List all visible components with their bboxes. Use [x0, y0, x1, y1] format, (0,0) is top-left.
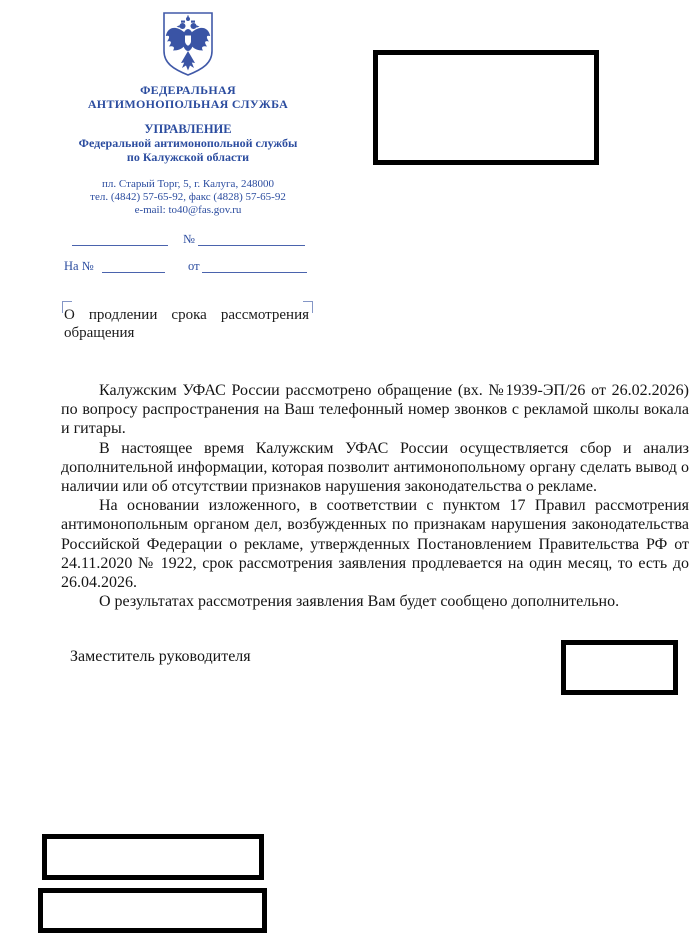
signer-title: Заместитель руководителя	[70, 648, 251, 665]
dept-name-sub1: Федеральной антимонопольной службы	[78, 136, 298, 150]
org-name-line2: АНТИМОНОПОЛЬНАЯ СЛУЖБА	[87, 96, 289, 111]
letterhead	[64, 11, 312, 217]
dept-name-sub2: по Калужской области	[126, 150, 250, 164]
incoming-number-line	[102, 260, 165, 273]
org-name-line1: ФЕДЕРАЛЬНАЯ	[140, 83, 236, 97]
on-number-label: На №	[64, 259, 94, 273]
body-paragraph: О результатах рассмотрения заявления Вам будет сообщено дополнительно.	[99, 593, 620, 611]
outgoing-number-line	[72, 233, 168, 246]
letterhead-address: пл. Старый Торг, 5, г. Калуга, 248000	[102, 178, 274, 190]
redaction-box-signature	[561, 640, 678, 695]
body-paragraph: В настоящее время Калужским УФАС России осуществляется сбор и анализ дополнительной информации, которая позволит антимонопольному органу сделать вывод о наличии или об отсутствии признаков нарушения законодательства о рекламе.	[61, 439, 689, 496]
body-paragraph: На основании изложенного, в соответствии с пунктом 17 Правил рассмотрения антимонопольным органом дел, возбужденных по признакам нарушения законодательства Российской Федерации о рекламе, утвержденных Постановлением Правительства РФ от 24.11.2020 № 1922, срок рассмотрения заявления продлевается на один месяц, то есть до 26.04.2026.	[61, 497, 689, 592]
outgoing-date-line	[198, 233, 305, 246]
coat-of-arms-icon	[161, 11, 215, 77]
from-label: от	[188, 259, 200, 273]
dept-name: УПРАВЛЕНИЕ	[144, 122, 232, 136]
redaction-box-footer-2	[38, 888, 267, 933]
letter-body	[61, 381, 689, 611]
incoming-date-line	[202, 260, 307, 273]
number-sign-label: №	[183, 232, 195, 246]
redaction-box-recipient	[373, 50, 599, 165]
subject-line: О продлении срока рассмотрения обращения	[64, 307, 309, 341]
redaction-box-footer-1	[42, 834, 264, 880]
letterhead-email: e-mail: to40@fas.gov.ru	[134, 204, 242, 216]
body-paragraph: Калужским УФАС России рассмотрено обращение (вх. №1939-ЭП/26 от 26.02.2026) по вопросу распространения на Ваш телефонный номер звонков с рекламой школы вокала и гитары.	[61, 382, 689, 438]
letterhead-phone: тел. (4842) 57-65-92, факс (4828) 57-65-92	[90, 191, 286, 203]
